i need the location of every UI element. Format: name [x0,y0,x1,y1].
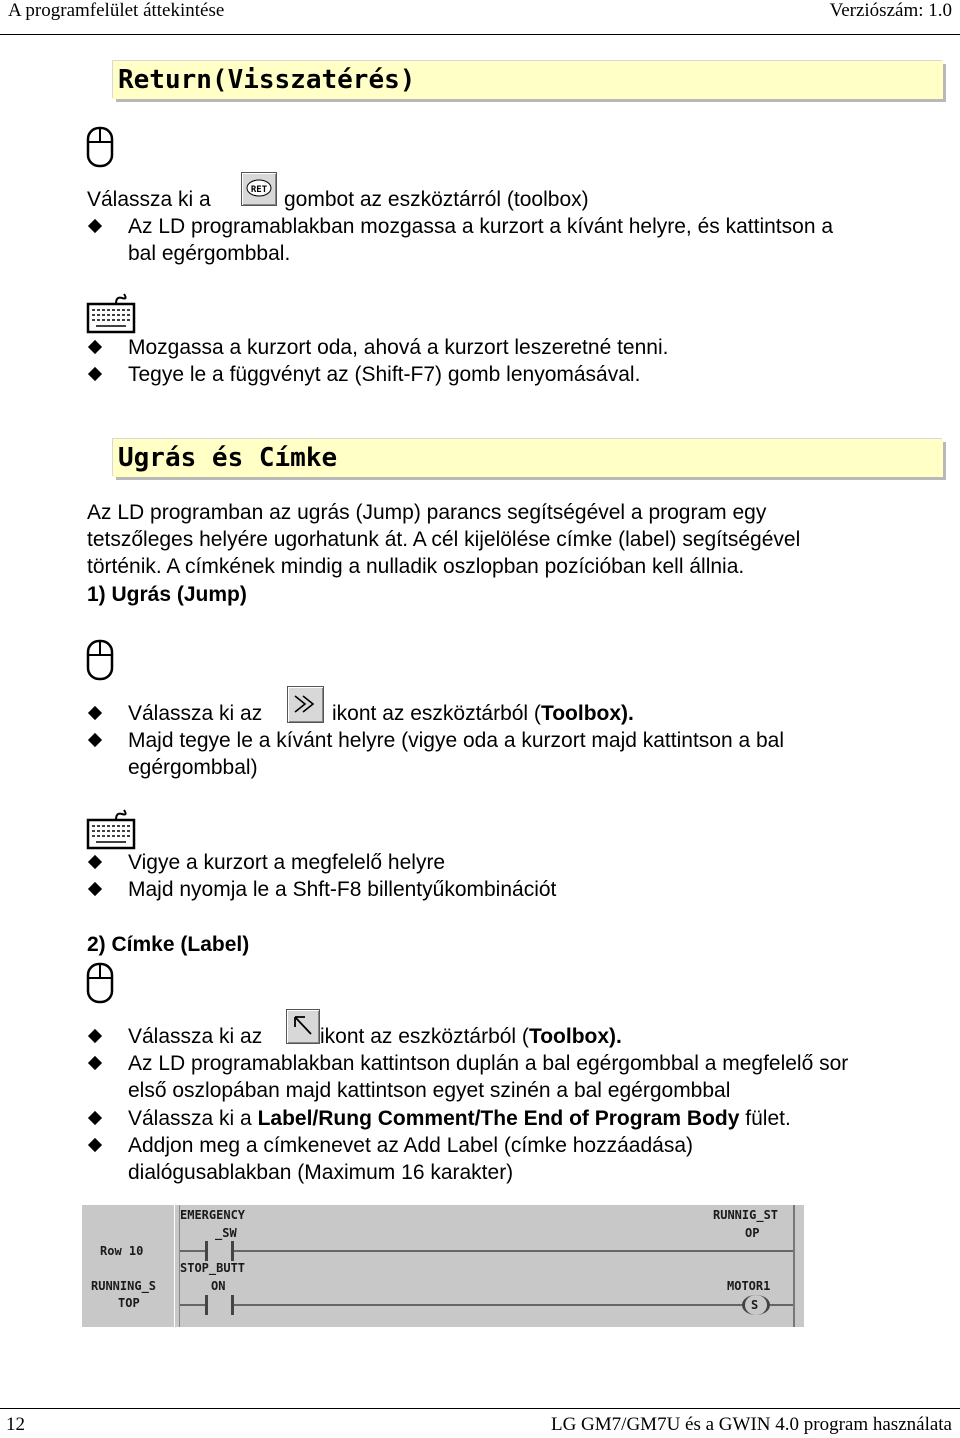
label-mouse-1-pre: Válassza ki az [128,1025,263,1048]
jump-toolbar-button[interactable] [287,686,324,723]
section2-para-3: történik. A címkének mindig a nulladik oszlopban pozícióban kell állnia. [87,555,745,578]
row-number: Row 10 [100,1244,144,1258]
header-title: A programfelület áttekintése [8,0,225,21]
mouse-icon [86,639,114,681]
jump-mouse-2b: egérgombbal) [128,756,258,779]
jump-mouse-2a: Majd tegye le a kívánt helyre (vigye oda a kurzort majd kattintson a bal [128,729,785,752]
section1-mouse-line-pre: Válassza ki a [87,188,211,211]
bullet [88,367,102,381]
section1-mouse-bullet-1b: bal egérgombbal. [128,242,291,265]
bullet [88,1111,102,1125]
coil-1-name-1: RUNNIG_ST [713,1208,779,1222]
subheading-jump: 1) Ugrás (Jump) [87,583,247,606]
ret-toolbar-button[interactable] [241,172,277,206]
page-footer [0,1408,960,1438]
section1-kb-bullet-2: Tegye le a függvényt az (Shift-F7) gomb lenyomásával. [128,363,641,386]
label-mouse-3 [128,1105,791,1132]
bullet [88,219,102,233]
label-mouse-2b: első oszlopában majd kattintson egyet szinén a bal egérgombbal [128,1079,731,1102]
bullet [88,340,102,354]
bullet [88,733,102,747]
keyboard-icon [86,292,136,334]
bullet [88,882,102,896]
ladder-diagram [82,1205,804,1327]
label-mouse-4b: dialógusablakban (Maximum 16 karakter) [128,1161,514,1184]
label-mouse-4a: Addjon meg a címkenevet az Add Label (címke hozzáadása) [128,1134,693,1157]
page-number: 12 [6,1414,25,1435]
page-header [0,0,960,35]
section1-mouse-line-post: gombot az eszköztárról (toolbox) [284,188,589,211]
label-mouse-1-post [320,1023,622,1050]
jump-kb-1: Vigye a kurzort a megfelelő helyre [128,851,446,874]
section1-mouse-bullet-1: Az LD programablakban mozgassa a kurzort a kívánt helyre, és kattintson a [128,215,834,238]
header-version: Verziószám: 1.0 [829,0,952,21]
label-mouse-3-bold: Label/Rung Comment/The End of Program Body [257,1107,740,1130]
keyboard-icon [86,808,136,850]
coil-1-name-2: OP [745,1226,760,1240]
jump-mouse-1-bold: Toolbox). [540,702,634,725]
jump-mouse-1-pre: Válassza ki az [128,702,263,725]
label-mouse-1-post-text: ikont az eszköztárból ( [320,1025,529,1048]
label-toolbar-button[interactable] [286,1009,320,1044]
jump-kb-2: Majd nyomja le a Shft-F8 billentyűkombinációt [128,878,557,901]
bullet [88,1029,102,1043]
row-label-name-2: TOP [118,1296,140,1310]
mouse-icon [86,126,114,168]
jump-icon [288,687,323,722]
coil-2-name: MOTOR1 [727,1279,771,1293]
section2-para-1: Az LD programban az ugrás (Jump) parancs segítségével a program egy [87,501,767,524]
contact-2-name-1: STOP_BUTT [180,1261,246,1275]
section2-para-2: tetszőleges helyére ugorhatunk át. A cél kijelölése címke (label) segítségével [87,528,801,551]
ret-icon [242,173,276,205]
section-title-return: Return(Visszatérés) [113,61,943,99]
label-mouse-3-pre: Válassza ki a [128,1107,252,1130]
label-arrow-icon [287,1010,319,1043]
mouse-icon [86,962,114,1004]
section1-kb-bullet-1: Mozgassa a kurzort oda, ahová a kurzort leszeretné tenni. [128,336,669,359]
bullet [88,1056,102,1070]
jump-mouse-1-post [332,700,634,727]
row-label-name-1: RUNNING_S [91,1279,157,1293]
bullet [88,1138,102,1152]
contact-1-name-2: _SW [215,1226,237,1240]
jump-mouse-1-post-text: ikont az eszköztárból ( [332,702,541,725]
subheading-label: 2) Címke (Label) [87,933,250,956]
label-mouse-3-post: fület. [745,1107,791,1130]
section-title-jump-label: Ugrás és Címke [113,439,943,477]
ret-icon-text: RET [250,185,268,195]
bullet [88,706,102,720]
label-mouse-2a: Az LD programablakban kattintson duplán a bal egérgombbal a megfelelő sor [128,1052,849,1075]
bullet [88,855,102,869]
contact-1-name-1: EMERGENCY [180,1208,246,1222]
footer-doc-title: LG GM7/GM7U és a GWIN 4.0 program használata [550,1414,952,1435]
contact-2-name-2: ON [211,1279,226,1293]
label-mouse-1-bold: Toolbox). [528,1025,622,1048]
coil-2-set-symbol: S [751,1298,759,1312]
